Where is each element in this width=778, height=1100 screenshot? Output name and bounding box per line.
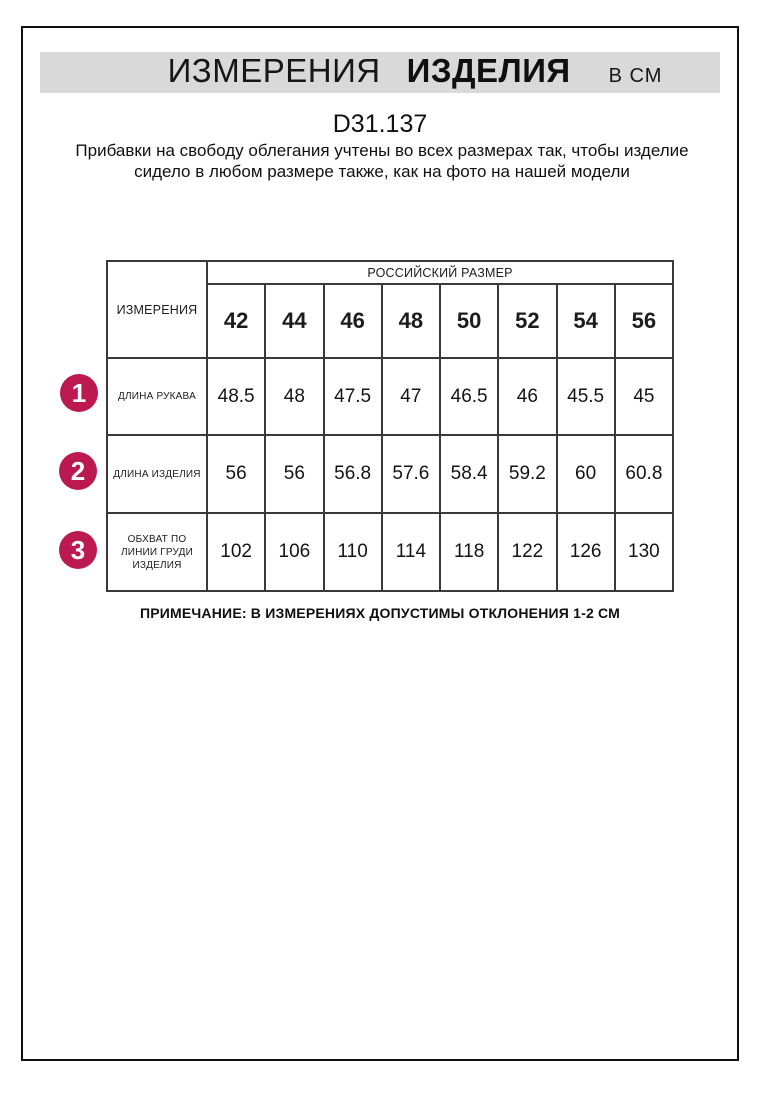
measurement-value: 48.5 <box>207 358 265 435</box>
measurement-value: 110 <box>324 513 382 591</box>
measurement-value: 106 <box>265 513 323 591</box>
measurement-value: 56.8 <box>324 435 382 513</box>
measurement-value: 46.5 <box>440 358 498 435</box>
measurement-value: 118 <box>440 513 498 591</box>
fit-description: Прибавки на свободу облегания учтены во всех размерах так, чтобы изделие сидело в любом размере также, как на фото на нашей модели <box>75 141 689 181</box>
table-row-chest-girth <box>107 513 673 591</box>
size-column-header: 44 <box>265 284 323 358</box>
measurement-value: 122 <box>498 513 556 591</box>
size-column-header: 42 <box>207 284 265 358</box>
measurement-value: 130 <box>615 513 673 591</box>
row-label: ДЛИНА ИЗДЕЛИЯ <box>107 435 207 513</box>
row-number-badge-1: 1 <box>60 374 98 412</box>
page-border <box>21 26 739 1061</box>
size-column-header: 52 <box>498 284 556 358</box>
page-title-unit: В СМ <box>608 65 663 87</box>
measurement-value: 126 <box>557 513 615 591</box>
table-row-garment-length <box>107 435 673 513</box>
measurement-value: 47.5 <box>324 358 382 435</box>
size-column-header: 46 <box>324 284 382 358</box>
measurement-value: 58.4 <box>440 435 498 513</box>
size-column-header: 56 <box>615 284 673 358</box>
measurement-value: 47 <box>382 358 440 435</box>
measurement-value: 114 <box>382 513 440 591</box>
measurement-value: 46 <box>498 358 556 435</box>
measurement-value: 45.5 <box>557 358 615 435</box>
tolerance-note: ПРИМЕЧАНИЕ: В ИЗМЕРЕНИЯХ ДОПУСТИМЫ ОТКЛОНЕНИЯ 1-2 СМ <box>139 605 621 621</box>
size-column-header: 50 <box>440 284 498 358</box>
size-group-header: РОССИЙСКИЙ РАЗМЕР <box>207 261 673 284</box>
model-code: D31.137 <box>332 110 428 138</box>
measurement-value: 102 <box>207 513 265 591</box>
measurement-value: 57.6 <box>382 435 440 513</box>
measurement-value: 56 <box>265 435 323 513</box>
size-table <box>106 260 674 592</box>
measurement-value: 60 <box>557 435 615 513</box>
size-column-header: 48 <box>382 284 440 358</box>
page-title-secondary: ИЗДЕЛИЯ <box>406 52 571 89</box>
measurements-column-header: ИЗМЕРЕНИЯ <box>107 261 207 358</box>
measurement-value: 59.2 <box>498 435 556 513</box>
row-label: ОБХВАТ ПО ЛИНИИ ГРУДИ ИЗДЕЛИЯ <box>107 513 207 591</box>
measurement-value: 56 <box>207 435 265 513</box>
page-title-main: ИЗМЕРЕНИЯ <box>167 52 381 89</box>
measurement-value: 48 <box>265 358 323 435</box>
measurement-value: 45 <box>615 358 673 435</box>
table-row-sleeve-length <box>107 358 673 435</box>
title-band <box>40 52 720 93</box>
row-number-badge-2: 2 <box>59 452 97 490</box>
size-column-header: 54 <box>557 284 615 358</box>
measurement-value: 60.8 <box>615 435 673 513</box>
row-number-badge-3: 3 <box>59 531 97 569</box>
row-label: ДЛИНА РУКАВА <box>107 358 207 435</box>
